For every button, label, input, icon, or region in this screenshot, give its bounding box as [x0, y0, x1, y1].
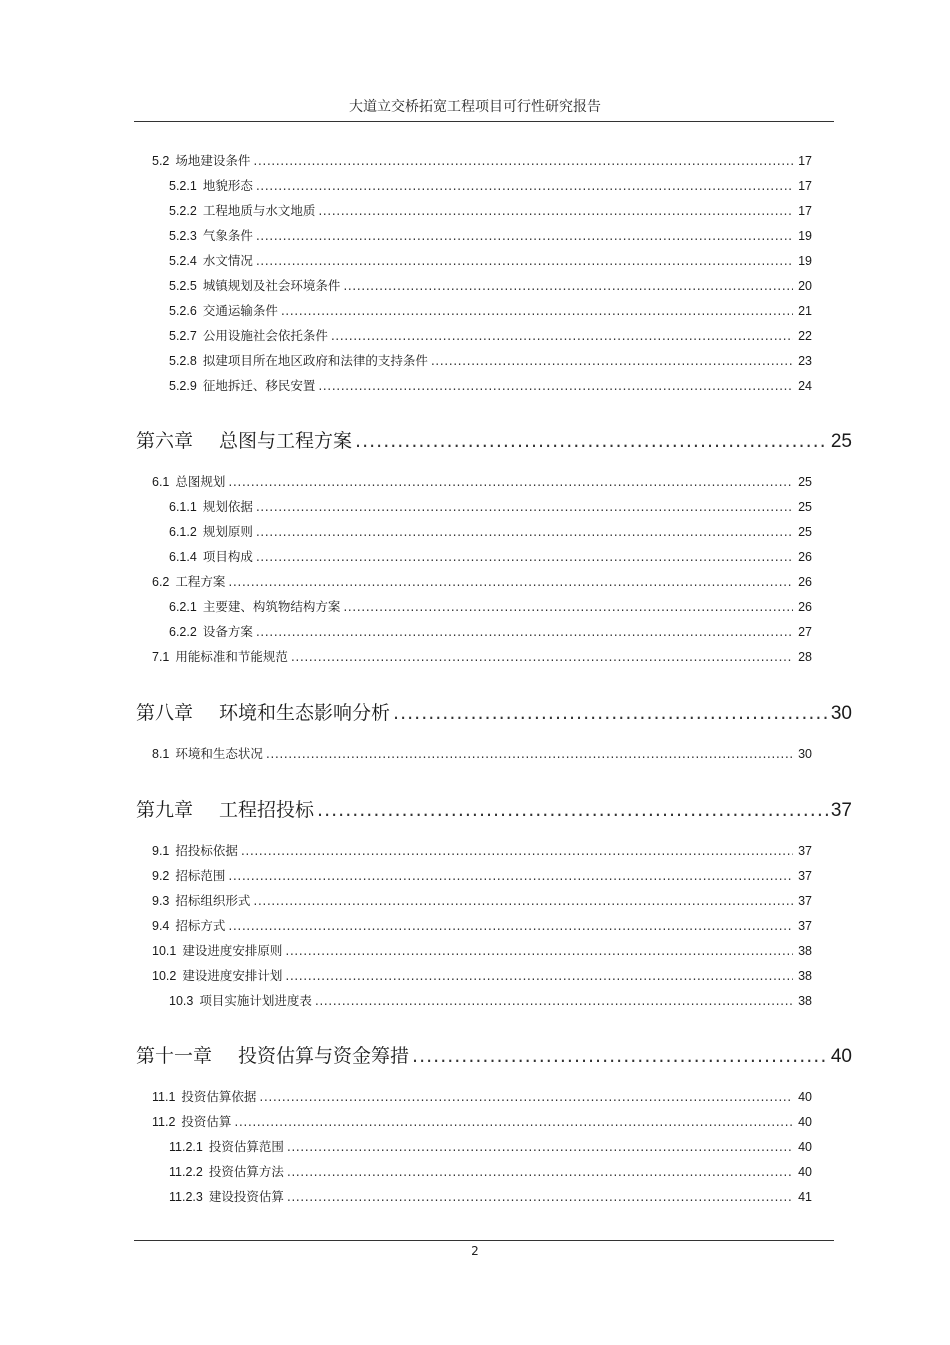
- toc-section-entry: [169, 1187, 812, 1207]
- toc-entry-page: 19: [798, 229, 812, 243]
- toc-dot-leader: [285, 968, 793, 983]
- toc-section-entry: [169, 497, 812, 517]
- toc-entry-page: 25: [798, 475, 812, 489]
- toc-section-entry: [169, 991, 812, 1011]
- toc-entry-title: 地貌形态: [202, 178, 253, 193]
- toc-entry-page: 37: [798, 894, 812, 908]
- toc-entry-page: 25: [798, 525, 812, 539]
- toc-entry-title: 招投标依据: [175, 843, 238, 858]
- toc-entry-title: 环境和生态状况: [175, 746, 263, 761]
- toc-section-entry: [152, 841, 812, 861]
- toc-section-entry: [152, 941, 812, 961]
- toc-section-entry: [169, 251, 812, 271]
- toc-dot-leader: [256, 253, 793, 268]
- toc-section-entry: [169, 276, 812, 296]
- toc-entry-title: 城镇规划及社会环境条件: [202, 278, 341, 293]
- toc-section-entry: [169, 376, 812, 396]
- toc-entry-number: 10.3: [169, 994, 194, 1008]
- toc-entry-page: 38: [798, 969, 812, 983]
- toc-dot-leader: [285, 943, 793, 958]
- toc-entry-page: 37: [798, 844, 812, 858]
- toc-entry-number: 第十一章: [136, 1045, 213, 1067]
- toc-chapter-entry: [136, 1041, 852, 1071]
- toc-entry-page: 19: [798, 254, 812, 268]
- toc-entry-number: 第八章: [136, 702, 194, 724]
- toc-dot-leader: [287, 1139, 793, 1154]
- toc-entry-page: 37: [830, 800, 852, 821]
- toc-dot-leader: [256, 524, 793, 539]
- toc-entry-title: 建设进度安排计划: [182, 968, 283, 983]
- toc-entry-title: 项目实施计划进度表: [199, 993, 312, 1008]
- toc-dot-leader: [287, 1189, 793, 1204]
- toc-entry-page: 24: [798, 379, 812, 393]
- toc-section-entry: [152, 472, 812, 492]
- toc-entry-page: 17: [798, 179, 812, 193]
- toc-section-entry: [169, 1137, 812, 1157]
- toc-entry-page: 21: [798, 304, 812, 318]
- toc-entry-page: 17: [798, 204, 812, 218]
- toc-entry-number: 10.1: [152, 944, 177, 958]
- toc-section-entry: [152, 891, 812, 911]
- page-number: 2: [471, 1244, 479, 1258]
- toc-entry-number: 5.2.8: [169, 354, 197, 368]
- toc-entry-page: 40: [830, 1046, 852, 1067]
- toc-entry-page: 30: [830, 703, 852, 724]
- toc-dot-leader: [253, 893, 793, 908]
- toc-entry-number: 5.2.9: [169, 379, 197, 393]
- toc-section-entry: [152, 966, 812, 986]
- toc-entry-title: 投资估算范围: [208, 1139, 284, 1154]
- toc-entry-number: 6.2: [152, 575, 170, 589]
- toc-entry-number: 5.2.5: [169, 279, 197, 293]
- toc-dot-leader: [259, 1089, 793, 1104]
- toc-entry-number: 6.2.1: [169, 600, 197, 614]
- toc-dot-leader: [318, 378, 793, 393]
- toc-entry-page: 40: [798, 1140, 812, 1154]
- toc-dot-leader: [343, 599, 793, 614]
- toc-entry-number: 8.1: [152, 747, 170, 761]
- toc-entry-page: 30: [798, 747, 812, 761]
- toc-entry-title: 设备方案: [202, 624, 253, 639]
- toc-entry-title: 公用设施社会依托条件: [202, 328, 328, 343]
- toc-entry-number: 9.3: [152, 894, 170, 908]
- toc-entry-title: 建设进度安排原则: [182, 943, 283, 958]
- toc-entry-number: 5.2.7: [169, 329, 197, 343]
- toc-dot-leader: [291, 649, 793, 664]
- toc-section-entry: [152, 916, 812, 936]
- toc-dot-leader: [234, 1114, 793, 1129]
- toc-entry-page: 26: [798, 575, 812, 589]
- toc-dot-leader: [256, 178, 793, 193]
- toc-entry-number: 6.1.2: [169, 525, 197, 539]
- toc-entry-title: 用能标准和节能规范: [175, 649, 288, 664]
- toc-dot-leader: [343, 278, 793, 293]
- toc-entry-title: 投资估算: [181, 1114, 232, 1129]
- toc-section-entry: [169, 597, 812, 617]
- toc-section-entry: [152, 647, 812, 667]
- toc-dot-leader: [355, 430, 828, 452]
- toc-section-entry: [169, 226, 812, 246]
- toc-entry-title: 招标组织形式: [175, 893, 251, 908]
- toc-entry-page: 26: [798, 600, 812, 614]
- toc-entry-title: 招标方式: [175, 918, 226, 933]
- toc-dot-leader: [256, 624, 793, 639]
- toc-entry-number: 5.2.3: [169, 229, 197, 243]
- toc-entry-number: 5.2: [152, 154, 170, 168]
- toc-dot-leader: [431, 353, 793, 368]
- toc-entry-title: 项目构成: [202, 549, 253, 564]
- toc-entry-page: 28: [798, 650, 812, 664]
- toc-entry-page: 40: [798, 1165, 812, 1179]
- toc-entry-title: 气象条件: [202, 228, 253, 243]
- toc-chapter-entry: [136, 698, 852, 728]
- toc-entry-number: 5.2.2: [169, 204, 197, 218]
- toc-section-entry: [152, 151, 812, 171]
- toc-dot-leader: [331, 328, 793, 343]
- toc-dot-leader: [317, 799, 828, 821]
- toc-entry-title: 拟建项目所在地区政府和法律的支持条件: [202, 353, 428, 368]
- toc-entry-title: 规划依据: [202, 499, 253, 514]
- toc-entry-number: 5.2.4: [169, 254, 197, 268]
- toc-entry-title: 建设投资估算: [208, 1189, 284, 1204]
- toc-entry-number: 9.2: [152, 869, 170, 883]
- toc-entry-title: 投资估算与资金筹措: [238, 1045, 410, 1067]
- toc-entry-page: 22: [798, 329, 812, 343]
- toc-section-entry: [152, 1112, 812, 1132]
- toc-section-entry: [169, 176, 812, 196]
- toc-entry-page: 37: [798, 919, 812, 933]
- toc-dot-leader: [315, 993, 793, 1008]
- toc-entry-title: 工程招投标: [219, 799, 315, 821]
- toc-dot-leader: [318, 203, 793, 218]
- toc-entry-title: 招标范围: [175, 868, 226, 883]
- toc-entry-title: 场地建设条件: [175, 153, 251, 168]
- toc-entry-number: 第九章: [136, 799, 194, 821]
- toc-entry-title: 投资估算依据: [181, 1089, 257, 1104]
- toc-entry-title: 总图与工程方案: [219, 430, 353, 452]
- footer-divider: [134, 1240, 834, 1241]
- toc-entry-page: 17: [798, 154, 812, 168]
- toc-dot-leader: [228, 574, 793, 589]
- toc-entry-number: 5.2.1: [169, 179, 197, 193]
- toc-chapter-entry: [136, 795, 852, 825]
- toc-chapter-entry: [136, 426, 852, 456]
- toc-entry-page: 27: [798, 625, 812, 639]
- toc-entry-number: 11.1: [152, 1090, 176, 1104]
- toc-entry-page: 37: [798, 869, 812, 883]
- toc-section-entry: [169, 326, 812, 346]
- toc-dot-leader: [266, 746, 793, 761]
- toc-entry-page: 25: [830, 431, 852, 452]
- toc-dot-leader: [241, 843, 793, 858]
- toc-section-entry: [169, 301, 812, 321]
- toc-dot-leader: [412, 1045, 828, 1067]
- toc-entry-title: 规划原则: [202, 524, 253, 539]
- toc-section-entry: [152, 1087, 812, 1107]
- toc-dot-leader: [228, 474, 793, 489]
- toc-dot-leader: [281, 303, 793, 318]
- toc-entry-page: 25: [798, 500, 812, 514]
- toc-entry-title: 投资估算方法: [208, 1164, 284, 1179]
- toc-section-entry: [152, 866, 812, 886]
- toc-entry-number: 11.2: [152, 1115, 176, 1129]
- toc-dot-leader: [256, 499, 793, 514]
- toc-entry-number: 7.1: [152, 650, 170, 664]
- toc-entry-number: 11.2.1: [169, 1140, 203, 1154]
- toc-entry-title: 征地拆迁、移民安置: [202, 378, 316, 393]
- toc-entry-page: 38: [798, 994, 812, 1008]
- toc-dot-leader: [253, 153, 793, 168]
- toc-entry-number: 11.2.2: [169, 1165, 203, 1179]
- toc-dot-leader: [287, 1164, 793, 1179]
- toc-entry-page: 40: [798, 1115, 812, 1129]
- toc-entry-page: 20: [798, 279, 812, 293]
- toc-entry-title: 水文情况: [202, 253, 253, 268]
- toc-section-entry: [169, 201, 812, 221]
- toc-entry-number: 11.2.3: [169, 1190, 203, 1204]
- toc-entry-number: 6.1.4: [169, 550, 197, 564]
- toc-entry-page: 26: [798, 550, 812, 564]
- toc-entry-number: 6.2.2: [169, 625, 197, 639]
- toc-dot-leader: [256, 228, 793, 243]
- toc-entry-page: 23: [798, 354, 812, 368]
- toc-dot-leader: [228, 918, 793, 933]
- toc-dot-leader: [228, 868, 793, 883]
- toc-section-entry: [169, 1162, 812, 1182]
- toc-entry-number: 9.1: [152, 844, 170, 858]
- toc-entry-number: 6.1: [152, 475, 170, 489]
- toc-entry-page: 38: [798, 944, 812, 958]
- toc-dot-leader: [256, 549, 793, 564]
- toc-entry-title: 总图规划: [175, 474, 226, 489]
- toc-entry-title: 工程方案: [175, 574, 226, 589]
- toc-entry-title: 主要建、构筑物结构方案: [202, 599, 341, 614]
- running-header: 大道立交桥拓宽工程项目可行性研究报告: [349, 99, 601, 115]
- toc-entry-number: 5.2.6: [169, 304, 197, 318]
- toc-entry-number: 9.4: [152, 919, 170, 933]
- toc-section-entry: [152, 744, 812, 764]
- toc-section-entry: [169, 522, 812, 542]
- toc-entry-title: 环境和生态影响分析: [219, 702, 391, 724]
- toc-section-entry: [169, 622, 812, 642]
- toc-section-entry: [152, 572, 812, 592]
- toc-section-entry: [169, 351, 812, 371]
- toc-entry-number: 6.1.1: [169, 500, 197, 514]
- toc-entry-title: 交通运输条件: [202, 303, 278, 318]
- toc-entry-page: 40: [798, 1090, 812, 1104]
- toc-entry-title: 工程地质与水文地质: [202, 203, 316, 218]
- toc-entry-page: 41: [798, 1190, 812, 1204]
- toc-entry-number: 第六章: [136, 430, 194, 452]
- toc-section-entry: [169, 547, 812, 567]
- toc-entry-number: 10.2: [152, 969, 177, 983]
- toc-dot-leader: [393, 702, 828, 724]
